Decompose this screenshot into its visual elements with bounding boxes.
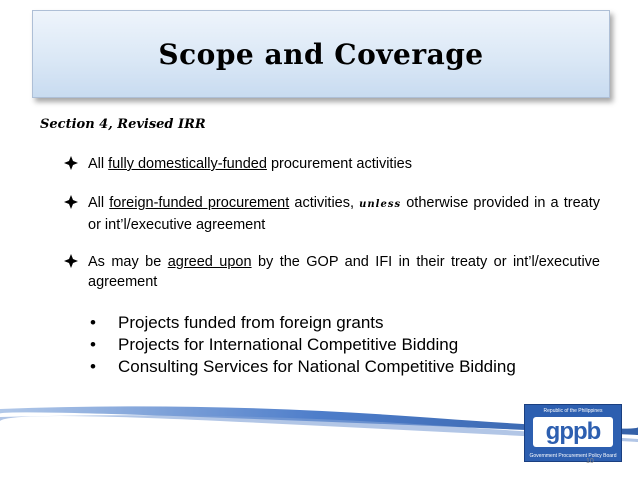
- sub-item-3-text: Consulting Services for National Competitive Bidding: [118, 357, 516, 376]
- bullet-1-pre: All: [88, 156, 109, 172]
- logo-mark: [533, 417, 613, 447]
- bullet-dot-icon: •: [90, 313, 96, 332]
- logo-bottom-text: Government Procurement Policy Board: [529, 453, 617, 459]
- bullet-3-pre: As may be: [88, 254, 168, 270]
- bullet-2-mid: activities,: [289, 195, 360, 211]
- sub-item-1-text: Projects funded from foreign grants: [118, 313, 384, 332]
- bullet-2-underlined: foreign-funded procurement: [109, 195, 290, 211]
- page-number: 10: [586, 458, 594, 465]
- bullet-2-post: otherwise provided in a treaty or int’l/executive agreement: [88, 195, 600, 233]
- bullet-2: [64, 193, 600, 235]
- slide-title: Scope and Coverage: [158, 37, 484, 71]
- section-reference: Section 4, Revised IRR: [40, 117, 206, 132]
- bullet-1: [64, 154, 600, 174]
- bullet-2-pre: All: [88, 195, 110, 211]
- logo-letters: gppb: [545, 418, 601, 445]
- title-box: [32, 10, 610, 98]
- bullet-dot-icon: •: [90, 335, 96, 354]
- bullet-dot-icon: •: [90, 357, 96, 376]
- bullet-1-post: procurement activities: [266, 156, 412, 172]
- diamond-bullet-icon: [64, 195, 78, 209]
- bullet-3-underlined: agreed upon: [167, 254, 252, 270]
- bullet-1-underlined: fully domestically-funded: [108, 156, 267, 172]
- bullet-2-unless: unless: [359, 199, 402, 210]
- sub-item-2-text: Projects for International Competitive Bidding: [118, 335, 459, 354]
- sub-item-2: [90, 334, 458, 356]
- bullet-3: [64, 252, 600, 292]
- bullet-3-post: by the GOP and IFI in their treaty or int’l/executive agreement: [88, 254, 600, 290]
- diamond-bullet-icon: [64, 254, 78, 268]
- sub-item-3: [90, 356, 516, 378]
- sub-item-1: [90, 312, 384, 334]
- gppb-logo: [524, 404, 622, 462]
- logo-top-text: Republic of the Philippines: [543, 408, 603, 414]
- diamond-bullet-icon: [64, 156, 78, 170]
